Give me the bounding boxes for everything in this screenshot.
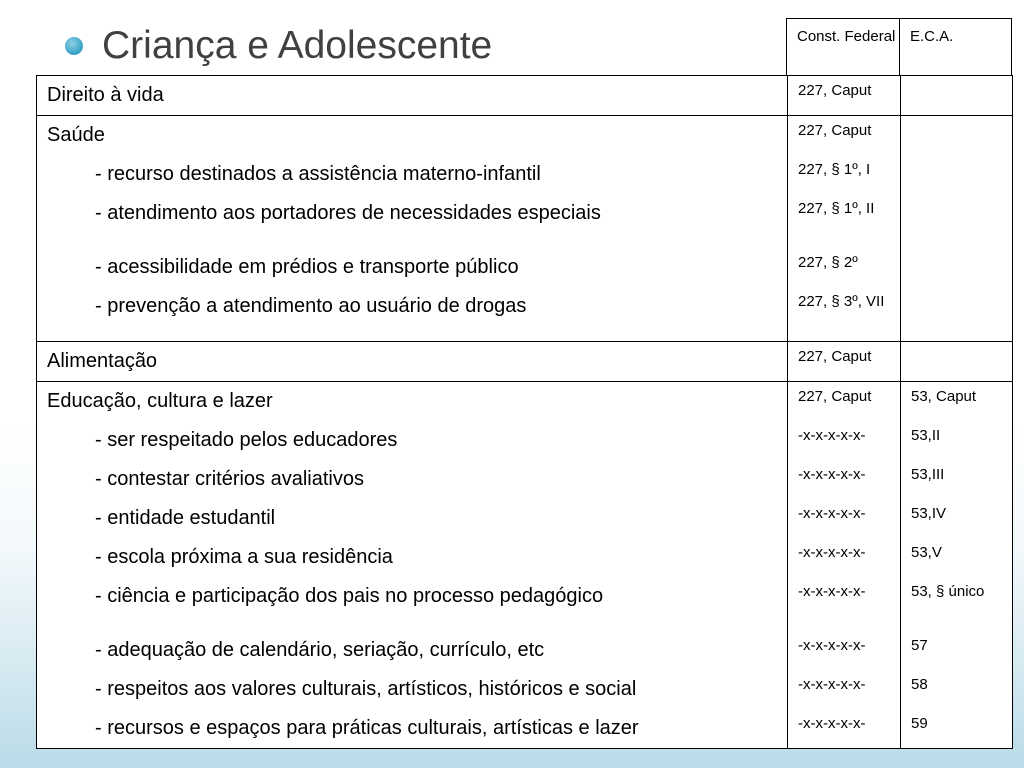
const-federal-ref-column-cell [788,342,901,382]
const-federal-ref: -x-x-x-x-x- [798,505,866,522]
subitem-text: - contestar critérios avaliativos [95,468,364,490]
const-federal-ref-column-cell [788,382,901,749]
eca-ref: 53, Caput [911,388,977,405]
subitem-text: - respeitos aos valores culturais, artísticos, históricos e social [95,678,637,700]
subitem-text: - recurso destinados a assistência materno-infantil [95,163,541,185]
section-label-column-cell [37,342,788,382]
section-label-column-cell [37,382,788,749]
const-federal-ref: 227, § 1º, I [798,161,871,178]
const-federal-ref: 227, § 3º, VII [798,293,885,310]
subitem-text: - acessibilidade em prédios e transporte público [95,256,519,278]
rights-table [36,75,1013,749]
title-bullet-icon [65,37,83,55]
const-federal-ref: 227, § 1º, II [798,200,875,217]
section-label: Direito à vida [47,84,164,106]
const-federal-ref: -x-x-x-x-x- [798,466,866,483]
subitem-text: - ciência e participação dos pais no processo pedagógico [95,585,604,607]
const-federal-ref: 227, § 2º [798,254,858,271]
const-federal-ref: -x-x-x-x-x- [798,676,866,693]
table-section-row [37,116,1013,342]
section-label-column-cell [37,76,788,116]
eca-ref-column-cell [901,76,1013,116]
eca-ref-column-cell [901,342,1013,382]
const-federal-ref: -x-x-x-x-x- [798,637,866,654]
eca-ref [901,342,1012,381]
subitem-text: - ser respeitado pelos educadores [95,429,398,451]
eca-ref-column-cell [901,116,1013,342]
column-header-eca: E.C.A. [899,18,1012,75]
table-section-row [37,342,1013,382]
slide-title: Criança e Adolescente [102,24,493,67]
const-federal-ref: -x-x-x-x-x- [798,583,866,600]
eca-ref [901,248,1012,287]
section-label: Saúde [47,124,105,146]
section-label-column-cell [37,116,788,342]
eca-ref: 58 [911,676,928,693]
const-federal-ref: -x-x-x-x-x- [798,427,866,444]
eca-ref [901,155,1012,194]
subitem-text: - escola próxima a sua residência [95,546,393,568]
eca-ref: 53,V [911,544,942,561]
eca-ref [901,287,1012,341]
table-section-row [37,382,1013,749]
const-federal-ref-column-cell [788,116,901,342]
section-label: Educação, cultura e lazer [47,390,273,412]
subitem-text: - adequação de calendário, seriação, currículo, etc [95,639,545,661]
subitem-text: - atendimento aos portadores de necessidades especiais [95,202,601,224]
const-federal-ref: -x-x-x-x-x- [798,715,866,732]
const-federal-ref: -x-x-x-x-x- [798,544,866,561]
section-label: Alimentação [47,350,158,372]
const-federal-ref: 227, Caput [798,388,872,405]
table-section-row [37,76,1013,116]
eca-ref [901,194,1012,248]
eca-ref [901,116,1012,155]
eca-ref: 53,II [911,427,941,444]
subitem-text: - entidade estudantil [95,507,276,529]
eca-ref: 53,III [911,466,945,483]
subitem-text: - recursos e espaços para práticas culturais, artísticas e lazer [95,717,639,739]
eca-ref: 53, § único [911,583,985,600]
const-federal-ref: 227, Caput [798,82,872,99]
eca-ref-column-cell [901,382,1013,749]
const-federal-ref: 227, Caput [798,348,872,365]
eca-ref [901,76,1012,115]
const-federal-ref-column-cell [788,76,901,116]
eca-ref: 53,IV [911,505,947,522]
subitem-text: - prevenção a atendimento ao usuário de drogas [95,295,527,317]
const-federal-ref: 227, Caput [798,122,872,139]
eca-ref: 59 [911,715,928,732]
column-header-const-federal: Const. Federal [786,18,900,75]
eca-ref: 57 [911,637,928,654]
